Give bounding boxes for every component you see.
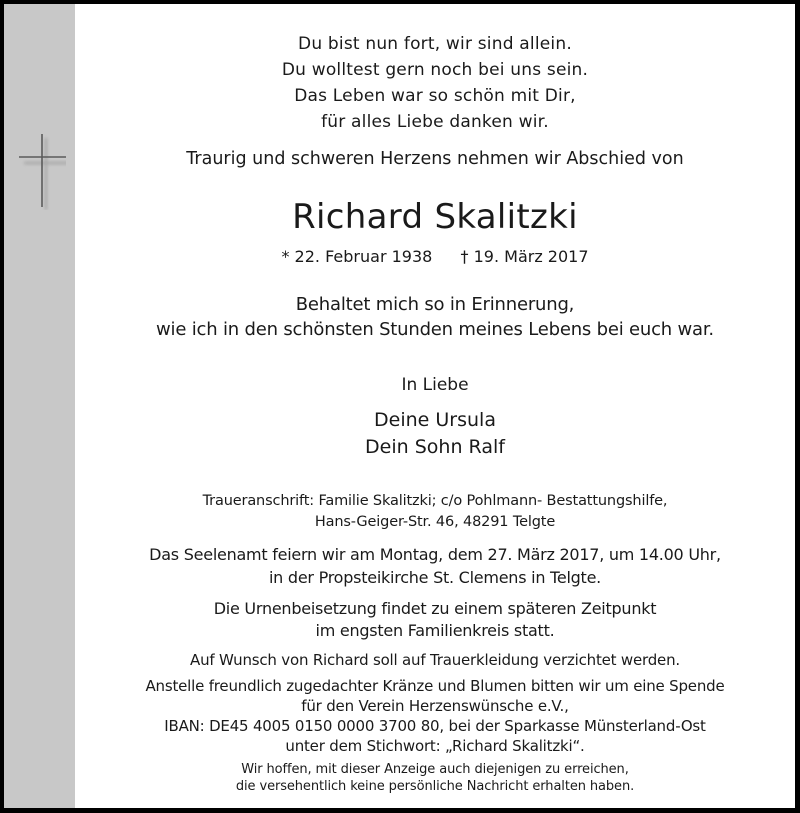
donation-iban-line: IBAN: DE45 4005 0150 0000 3700 80, bei der Sparkasse Münsterland-Ost <box>164 717 706 735</box>
poem-line: Das Leben war so schön mit Dir, <box>294 86 576 106</box>
cross-icon <box>14 130 66 210</box>
donation-line: für den Verein Herzenswünsche e.V., <box>301 697 569 715</box>
footer-line: Wir hoffen, mit dieser Anzeige auch diejenigen zu erreichen, <box>241 762 629 777</box>
life-dates <box>75 247 795 266</box>
dress-code-text: Auf Wunsch von Richard soll auf Trauerkleidung verzichtet werden. <box>190 651 680 669</box>
signatory: Deine Ursula <box>374 409 496 431</box>
intro-text: Traurig und schweren Herzens nehmen wir Abschied von <box>186 149 684 169</box>
obituary-notice <box>4 4 795 808</box>
birth-date: * 22. Februar 1938 <box>281 247 433 266</box>
footer-line: die versehentlich keine persönliche Nachricht erhalten haben. <box>235 779 635 794</box>
burial-line: im engsten Familienkreis statt. <box>315 621 555 640</box>
closing-text: In Liebe <box>401 375 469 395</box>
address-line: Hans-Geiger-Str. 46, 48291 Telgte <box>314 514 556 530</box>
signatory: Dein Sohn Ralf <box>365 436 505 458</box>
burial-line: Die Urnenbeisetzung findet zu einem späteren Zeitpunkt <box>213 599 657 618</box>
poem-line: Du bist nun fort, wir sind allein. <box>298 34 572 54</box>
donation-line: unter dem Stichwort: „Richard Skalitzki“. <box>285 737 585 755</box>
side-band <box>4 4 75 808</box>
quote-line: wie ich in den schönsten Stunden meines Lebens bei euch war. <box>156 319 714 340</box>
poem-line: für alles Liebe danken wir. <box>321 112 549 132</box>
service-line: Das Seelenamt feiern wir am Montag, dem 27. März 2017, um 14.00 Uhr, <box>149 545 721 564</box>
notice-content <box>75 4 795 808</box>
quote-line: Behaltet mich so in Erinnerung, <box>295 294 575 315</box>
deceased-name: Richard Skalitzki <box>292 197 578 237</box>
death-date: † 19. März 2017 <box>460 247 589 266</box>
service-line: in der Propsteikirche St. Clemens in Telgte. <box>268 568 601 587</box>
address-line: Traueranschrift: Familie Skalitzki; c/o Pohlmann- Bestattungshilfe, <box>202 493 668 509</box>
poem-line: Du wolltest gern noch bei uns sein. <box>281 60 589 80</box>
donation-line: Anstelle freundlich zugedachter Kränze und Blumen bitten wir um eine Spende <box>145 677 725 695</box>
